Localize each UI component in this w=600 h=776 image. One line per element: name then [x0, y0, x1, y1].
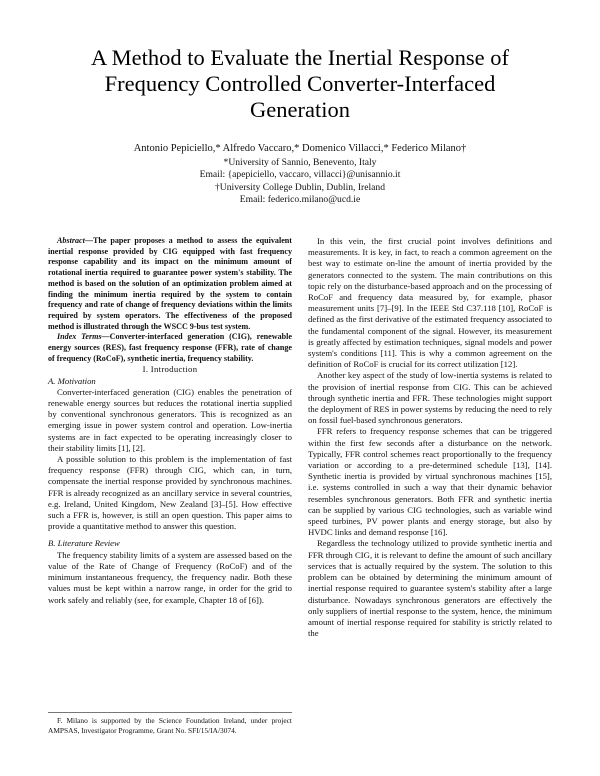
subsection-heading-motivation: A. Motivation — [48, 375, 96, 386]
paragraph-right-1: In this vein, the first crucial point involves definitions and measurements. It is key, in fact, to reach a common agreement on the best way to estimate on-line the amount of inertia provided by the generators connected to the system. The main contributions on this topic rely on the disturbance-based approach and on the processing of RoCoF and frequency data measured by, for example, phasor measurement units [7]–[9]. In the IEEE Std C37.118 [10], RoCoF is defined as the first derivative of the estimated frequency associated to the fundamental component of the signal. However, its measurement is greatly affected by estimation techniques, signal models and power system's conditions [11]. This is why a common agreement on the definition of RoCoF is crucial for its correct utilization [12]. — [308, 236, 552, 370]
abstract-lead: Abstract — [57, 236, 85, 245]
abstract — [48, 236, 292, 332]
paragraph-motivation-1: Converter-interfaced generation (CIG) enables the penetration of renewable energy sources but reduces the rotational inertia supplied by conventional synchronous generators. This is recognized as an emerging issue in power system control and operation. Low-inertia systems are in fact expected to be operating increasingly closer to their stability limits [1], [2]. — [48, 386, 292, 453]
right-column — [308, 236, 552, 639]
index-terms-text: —Converter-interfaced generation (CIG), renewable energy sources (RES), fast frequency response (FFR), rate of change of frequency (RoCoF), synthetic inertia, frequency stability. — [48, 332, 292, 363]
title-line-3: Generation — [250, 97, 350, 122]
author-block — [60, 143, 540, 207]
paragraph-literature-1: The frequency stability limits of a system are assessed based on the value of the Rate of Change of Frequency (RoCoF) and of the minimum instantaneous frequency, the frequency nadir. Both these values must be kept within a narrow range, in order for the grid to work safely and reliably (see, for example, Chapter 18 of [6]). — [48, 549, 292, 605]
section-heading-introduction: I. Introduction — [142, 364, 198, 375]
affiliation-2: †University College Dublin, Dublin, Ireland — [215, 181, 385, 193]
email-2: Email: federico.milano@ucd.ie — [239, 194, 361, 205]
paragraph-right-3: FFR refers to frequency response schemes that can be triggered within the first few seconds after a disturbance on the network. Typically, FFR control schemes react proportionally to the frequency variation or according to a pre-determined schedule [13], [14]. Synthetic inertia is provided by virtual synchronous machines [15], i.e. systems controlled in such a way that their dynamic behavior resembles synchronous generators. Both FFR and synthetic inertia can be supplied by various CIG technologies, such as variable wind speed turbines, PV power plants and energy storage, but also by HVDC links and demand response [16]. — [308, 426, 552, 538]
title-line-2: Frequency Controlled Converter-Interfaced — [104, 71, 496, 96]
footnote-text: F. Milano is supported by the Science Foundation Ireland, under project AMPSAS, Investigator Programme, Grant No. SFI/15/IA/3074. — [48, 716, 292, 735]
index-terms — [48, 332, 292, 364]
abstract-text: —The paper proposes a method to assess the equivalent inertial response provided by CIG equipped with fast frequency response capability and its impact on the minimum amount of rotational inertia required to guarantee power system's stability. The method is based on the solution of an optimization problem aimed at finding the minimum inertia required by the system to contain frequency and rate of change of frequency deviations within the limits required by system operators. The effectiveness of the proposed method is illustrated through the WSCC 9-bus test system. — [48, 236, 292, 331]
footnote — [48, 712, 292, 735]
index-terms-lead: Index Terms — [57, 332, 102, 342]
left-column — [48, 236, 292, 606]
paper-title — [40, 45, 560, 123]
paragraph-right-4: Regardless the technology utilized to provide synthetic inertia and FFR through CIG, it is relevant to define the amount of such ancillary services that is actually required by the system. The solution to this problem can be obtained by determining the minimum amount of inertial response required to guarantee system's stability after a large disturbance. Nowadays synchronous generators are effectively the only suppliers of inertial response to the system, hence, the minimum amount of inertial response required for stability is strictly related to the — [308, 538, 552, 639]
paragraph-right-2: Another key aspect of the study of low-inertia systems is related to the provision of inertial response from CIG. This can be achieved through synthetic inertia and FFR. These technologies might support the deployment of RES in power systems by reducing the need to rely on fossil fuel-based synchronous generators. — [308, 370, 552, 426]
email-1: Email: {apepiciello, vaccaro, villacci}@unisannio.it — [199, 169, 401, 180]
title-line-1: A Method to Evaluate the Inertial Response of — [90, 45, 510, 70]
affiliation-1: *University of Sannio, Benevento, Italy — [223, 156, 377, 168]
paragraph-motivation-2: A possible solution to this problem is the implementation of fast frequency response (FFR) through CIG, which can, in turn, compensate the inertial response provided by synchronous machines. FFR is already recognized as an ancillary service in several countries, e.g. Ireland, United Kingdom, New Zealand [3]–[5]. How effective such a FFR is, however, is still an open question. This paper aims to provide a quantitative method to answer this question. — [48, 454, 292, 532]
author-names: Antonio Pepiciello,* Alfredo Vaccaro,* Domenico Villacci,* Federico Milano† — [133, 143, 467, 154]
subsection-heading-literature-review: B. Literature Review — [48, 538, 120, 549]
